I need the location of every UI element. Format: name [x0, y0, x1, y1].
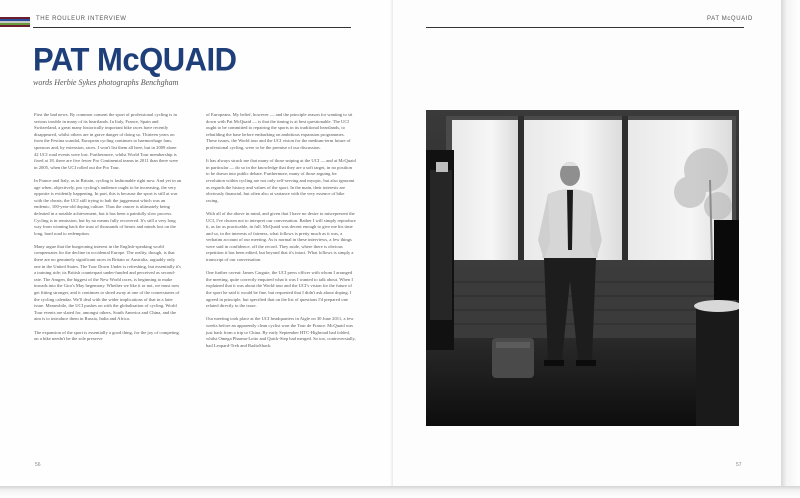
page-edge-shadow — [781, 0, 800, 498]
text-column-a — [34, 112, 182, 349]
header-rule-right — [426, 27, 744, 28]
paragraph: of Europeans. My belief, however — and the principle reason for wanting to sit down with Pat McQuaid — is that the timing is at best questionable. The UCI ought to be committed to repairing the sports in its traditional heartlands, to rebuilding the base before embarking on ambitious expansion programmes. These issues, the World tour and the UCI vision for the medium-term future of professional cycling, were to be the premise of our discussion. — [206, 112, 353, 150]
paragraph: Our meeting took place at the UCI headquarters in Aigle on 30 June 2011, a few weeks before an apparently clean cyclist won the Tour de France. McQuaid was just back from a trip to China. By early September HTC-Highroad had folded, whilst Omega Pharma-Lotto and Quick-Step had merged. So too, controversially, had Leopard-Trek and RadioShack. — [206, 316, 356, 348]
paragraph: First the bad news. By common consent the sport of professional cycling is in serious trouble in many of its heartlands. In Italy, France, Spain and Switzerland, a great many historically important bike races have recently disappeared, whilst others are in grave danger of doing so. Thirteen years on from the Festina scandal, European cycling continues to haemorrhage fans, sponsors and, by extension, races. I won't list them all here, but in 2009 alone 42 UCI road events were lost. Furthermore, whilst World Tour membership is fixed at 18, there are five fewer Pro Continental teams in 2011 than there were in 2005, when the UCI rolled out the Pro Tour. — [34, 112, 179, 170]
page-number-left: 56 — [35, 462, 41, 468]
paragraph: One further caveat: James Carguie, the UCI press officer with whom I arranged the meeting, quite correctly enquired what it was I wanted to talk about. When I explained that it was about the World tour and the UCI's vision for the future of the sport he said it would be fine, but requested that I didn't ask about doping. I agreed in principle, but specified that on the list of questions I'd prepared one related directly to the issue. — [206, 270, 353, 309]
header-rule-left — [33, 27, 351, 28]
page-bottom-shadow — [0, 486, 800, 498]
brand-stripe — [0, 17, 30, 28]
paragraph: Many argue that the burgeoning interest in the English-speaking world compensates for the decline in occidental Europe. The reality, though, is that there are no genuinely significant races in Britain or Australia, arguably only one in the United States. The Tour Down Under is refreshing, but essentially it's a training ride; its British counterpart under-funded and perceived as second-rate. The Amgen, the biggest of the New World races, is beginning to make inroads into the Giro's May hegemony. Whether we like it or not, we must now get fitting stronger, and it continues to shred away at one of the cornerstones of the cycling calendar. We'll deal with the wider implications of that in a later issue. Meanwhile, the UCI pushes on with the globalisation of cycling. World Tour events are slated for, amongst others, South America and China, and the aim is to introduce them in Russia, India and Africa. — [34, 243, 181, 322]
text-column-b — [206, 112, 356, 356]
byline: words Herbie Sykes photographs Benchgham — [33, 78, 179, 87]
portrait-photo-illustration — [426, 110, 739, 426]
paragraph: The expansion of the sport is essentially a good thing, for the joy of competing on a bike needn't be the sole preserve — [34, 329, 179, 342]
page-number-right: 57 — [736, 462, 742, 468]
running-header-right: PAT McQUAID — [707, 16, 753, 22]
portrait-photo — [426, 110, 739, 426]
paragraph: It has always struck me that many of those sniping at the UCI — and at McQuaid in particular — do so in the knowledge that they are a soft target, in no position to be drawn into public debate. Furthermore, many of those arguing for revolution within cycling are not only self-serving and myopic, but also ignorant as regards the history and values of the sport. In the main, their interests are obviously financial, but often also at variance with the very essence of bike racing. — [206, 158, 356, 203]
paragraph: In France and Italy, as in Britain, cycling is fashionable right now. And yet in an age when, objectively, pro cycling's audience ought to be increasing, the very opposite is evidently happening. In part, this is because the sport is still at war with the cheats; the UCI still trying to halt the juggernaut which was an endemic, 100-year-old doping culture. Thus the cancer is ultimately being defeated in a notable achievement, but it has been a painfully slow process. Cycling is in remission, but by no means fully recovered. It's still a very long way from winning back the trust of thousands of hearts and minds lost on the long, hard road to redemption. — [34, 177, 182, 236]
paragraph: With all of the above in mind, and given that I have no desire to misrepresent the UCI, I've chosen not to interpret our conversation. Rather I will simply reproduce it, as far as practicable, in full. McQuaid was decent enough to give me his time and so, in the interests of fairness, what follows is pretty much as it was, a verbatim account of our meeting. As is normal in these interviews, a few things were said in confidence, off the record. They aside, where there is obvious repetition it has been edited, but beyond that it's intact. What follows is simply a transcript of our conversation. — [206, 210, 356, 263]
left-page — [0, 0, 393, 486]
running-header-left: THE ROULEUR INTERVIEW — [36, 16, 127, 22]
article-title: PAT McQUAID — [33, 41, 237, 78]
